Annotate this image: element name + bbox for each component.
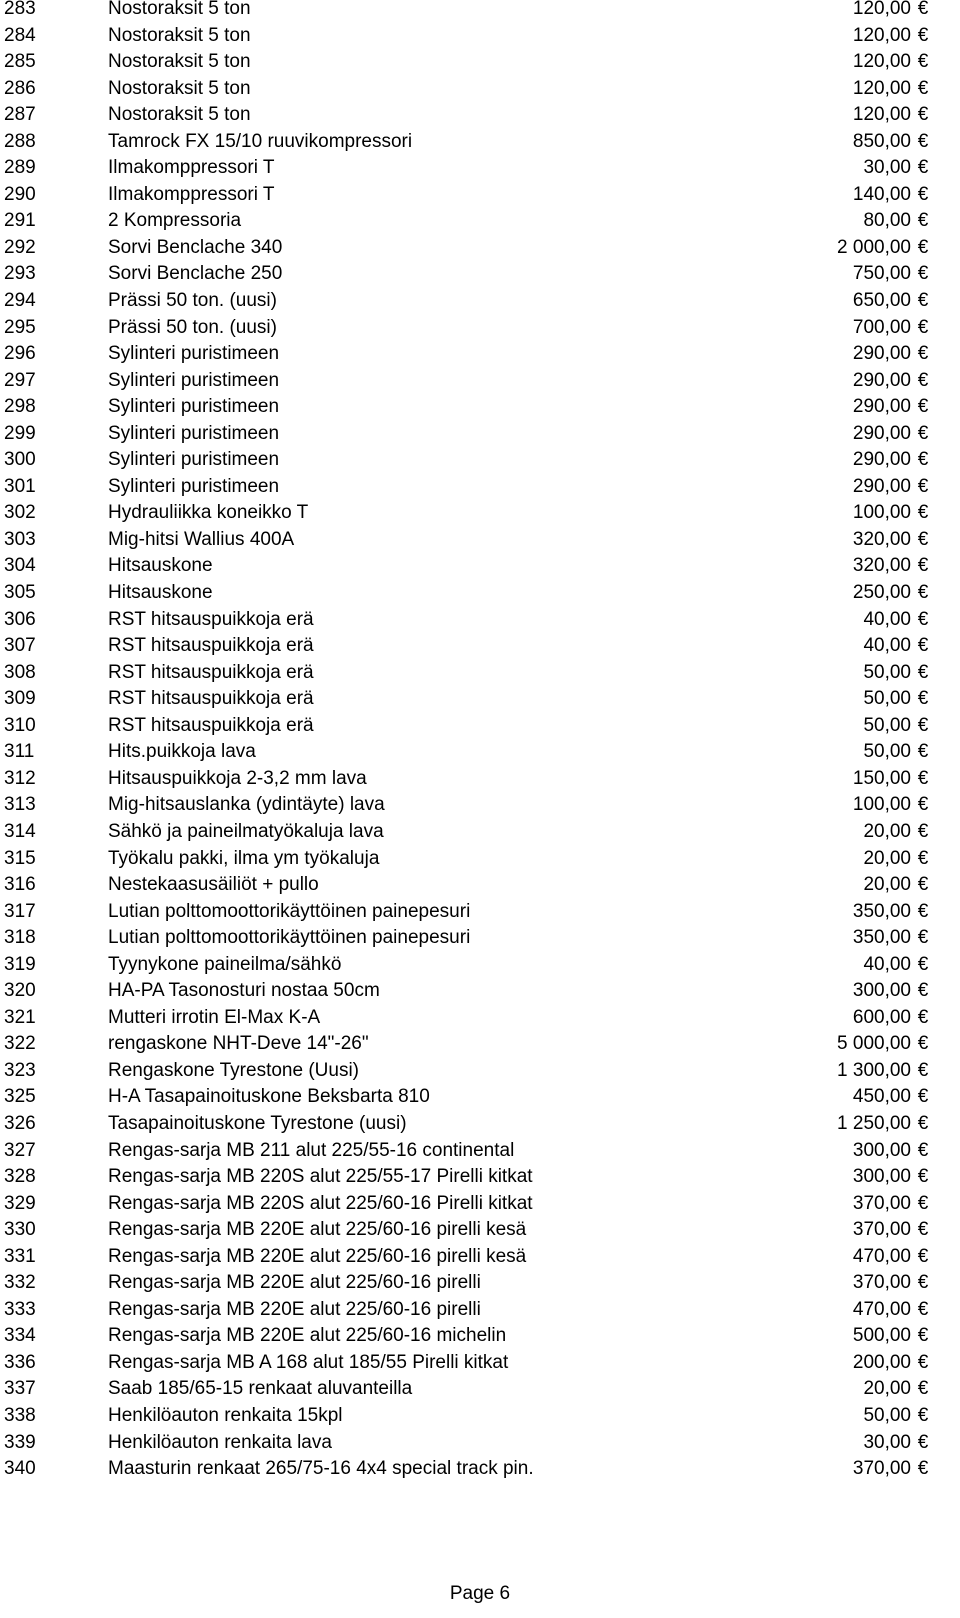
item-number: 334 xyxy=(4,1325,36,1347)
item-price: 50,00 xyxy=(863,1404,911,1426)
item-number: 327 xyxy=(4,1139,36,1161)
list-item xyxy=(0,925,960,952)
currency-symbol: € xyxy=(917,688,929,710)
currency-symbol: € xyxy=(917,608,929,630)
currency-symbol: € xyxy=(917,741,929,763)
list-item xyxy=(0,1138,960,1165)
item-description: Tyynykone paineilma/sähkö xyxy=(108,953,342,975)
item-description: Mutteri irrotin El-Max K-A xyxy=(108,1006,321,1028)
item-price: 290,00 xyxy=(852,396,911,418)
item-description: Työkalu pakki, ilma ym työkaluja xyxy=(108,847,380,869)
item-price: 290,00 xyxy=(852,369,911,391)
currency-symbol: € xyxy=(917,104,929,126)
list-item xyxy=(0,500,960,527)
currency-symbol: € xyxy=(917,820,929,842)
currency-symbol: € xyxy=(917,1404,929,1426)
item-number: 339 xyxy=(4,1431,36,1453)
currency-symbol: € xyxy=(917,449,929,471)
list-item xyxy=(0,553,960,580)
item-description: Sähkö ja paineilmatyökaluja lava xyxy=(108,820,384,842)
item-description: Rengas-sarja MB 220S alut 225/60-16 Pirelli kitkat xyxy=(108,1192,533,1214)
item-number: 311 xyxy=(4,741,35,763)
item-price: 700,00 xyxy=(852,316,911,338)
item-description: Rengas-sarja MB A 168 alut 185/55 Pirelli kitkat xyxy=(108,1351,509,1373)
item-description: Nostoraksit 5 ton xyxy=(108,51,251,73)
page-number: Page 6 xyxy=(449,1583,511,1604)
list-item xyxy=(0,607,960,634)
list-item xyxy=(0,129,960,156)
item-number: 298 xyxy=(4,396,36,418)
item-price: 50,00 xyxy=(863,688,911,710)
currency-symbol: € xyxy=(917,1033,929,1055)
item-description: Henkilöauton renkaita lava xyxy=(108,1431,332,1453)
currency-symbol: € xyxy=(917,157,929,179)
item-number: 301 xyxy=(4,475,36,497)
item-number: 297 xyxy=(4,369,36,391)
item-description: Sylinteri puristimeen xyxy=(108,449,280,471)
list-item xyxy=(0,766,960,793)
item-description: RST hitsauspuikkoja erä xyxy=(108,635,314,657)
list-item xyxy=(0,1191,960,1218)
item-number: 336 xyxy=(4,1351,36,1373)
item-number: 299 xyxy=(4,422,36,444)
currency-symbol: € xyxy=(917,1112,929,1134)
item-description: Ilmakomppressori T xyxy=(108,183,275,205)
item-number: 287 xyxy=(4,104,36,126)
item-description: RST hitsauspuikkoja erä xyxy=(108,714,314,736)
list-item xyxy=(0,527,960,554)
item-description: Saab 185/65-15 renkaat aluvanteilla xyxy=(108,1378,413,1400)
item-price: 40,00 xyxy=(863,635,911,657)
currency-symbol: € xyxy=(917,847,929,869)
item-price: 290,00 xyxy=(852,475,911,497)
item-number: 329 xyxy=(4,1192,36,1214)
item-number: 284 xyxy=(4,24,36,46)
list-item xyxy=(0,49,960,76)
currency-symbol: € xyxy=(917,953,929,975)
list-item xyxy=(0,23,960,50)
item-description: Rengas-sarja MB 220E alut 225/60-16 pirelli xyxy=(108,1298,481,1320)
item-number: 312 xyxy=(4,767,36,789)
item-description: Hits.puikkoja lava xyxy=(108,741,256,763)
currency-symbol: € xyxy=(917,528,929,550)
list-item xyxy=(0,739,960,766)
item-price: 290,00 xyxy=(852,343,911,365)
currency-symbol: € xyxy=(917,475,929,497)
currency-symbol: € xyxy=(917,980,929,1002)
item-price: 500,00 xyxy=(852,1325,911,1347)
currency-symbol: € xyxy=(917,1245,929,1267)
item-description: 2 Kompressoria xyxy=(108,210,242,232)
currency-symbol: € xyxy=(917,1192,929,1214)
item-number: 330 xyxy=(4,1219,36,1241)
item-price: 470,00 xyxy=(852,1245,911,1267)
item-description: Nestekaasusäiliöt + pullo xyxy=(108,874,319,896)
item-description: Sorvi Benclache 340 xyxy=(108,236,283,258)
list-item xyxy=(0,1164,960,1191)
item-description: Rengas-sarja MB 220S alut 225/55-17 Pirelli kitkat xyxy=(108,1166,533,1188)
item-price: 370,00 xyxy=(852,1272,911,1294)
currency-symbol: € xyxy=(917,422,929,444)
item-price: 290,00 xyxy=(852,449,911,471)
currency-symbol: € xyxy=(917,1166,929,1188)
item-price: 290,00 xyxy=(852,422,911,444)
item-number: 307 xyxy=(4,635,36,657)
item-price: 20,00 xyxy=(863,1378,911,1400)
list-item xyxy=(0,792,960,819)
item-number: 331 xyxy=(4,1245,36,1267)
currency-symbol: € xyxy=(917,1325,929,1347)
list-item xyxy=(0,76,960,103)
list-item xyxy=(0,633,960,660)
currency-symbol: € xyxy=(917,900,929,922)
list-item xyxy=(0,155,960,182)
item-description: RST hitsauspuikkoja erä xyxy=(108,688,314,710)
item-price: 30,00 xyxy=(863,1431,911,1453)
item-price: 300,00 xyxy=(852,980,911,1002)
list-item xyxy=(0,1270,960,1297)
item-number: 333 xyxy=(4,1298,36,1320)
item-price: 80,00 xyxy=(863,210,911,232)
item-description: Sylinteri puristimeen xyxy=(108,396,280,418)
item-price: 850,00 xyxy=(852,130,911,152)
currency-symbol: € xyxy=(917,1272,929,1294)
item-price: 50,00 xyxy=(863,661,911,683)
item-description: Sorvi Benclache 250 xyxy=(108,263,283,285)
item-description: Sylinteri puristimeen xyxy=(108,475,280,497)
item-price: 470,00 xyxy=(852,1298,911,1320)
list-item xyxy=(0,846,960,873)
item-price: 250,00 xyxy=(852,582,911,604)
currency-symbol: € xyxy=(917,316,929,338)
item-number: 293 xyxy=(4,263,36,285)
item-number: 290 xyxy=(4,183,36,205)
item-price: 20,00 xyxy=(863,874,911,896)
currency-symbol: € xyxy=(917,369,929,391)
item-number: 295 xyxy=(4,316,36,338)
item-number: 332 xyxy=(4,1272,36,1294)
list-item xyxy=(0,1297,960,1324)
currency-symbol: € xyxy=(917,51,929,73)
currency-symbol: € xyxy=(917,927,929,949)
item-description: RST hitsauspuikkoja erä xyxy=(108,661,314,683)
list-item xyxy=(0,872,960,899)
item-number: 300 xyxy=(4,449,36,471)
item-description: Hitsauspuikkoja 2-3,2 mm lava xyxy=(108,767,367,789)
currency-symbol: € xyxy=(917,77,929,99)
item-description: Sylinteri puristimeen xyxy=(108,369,280,391)
list-item xyxy=(0,686,960,713)
currency-symbol: € xyxy=(917,236,929,258)
item-description: Sylinteri puristimeen xyxy=(108,422,280,444)
currency-symbol: € xyxy=(917,396,929,418)
item-description: Nostoraksit 5 ton xyxy=(108,77,251,99)
item-number: 319 xyxy=(4,953,36,975)
currency-symbol: € xyxy=(917,343,929,365)
list-item xyxy=(0,447,960,474)
item-number: 328 xyxy=(4,1166,36,1188)
item-number: 302 xyxy=(4,502,36,524)
item-number: 305 xyxy=(4,582,36,604)
item-price: 100,00 xyxy=(852,794,911,816)
item-price: 650,00 xyxy=(852,290,911,312)
item-price: 1 250,00 xyxy=(837,1112,911,1134)
item-number: 288 xyxy=(4,130,36,152)
list-item xyxy=(0,0,960,23)
item-number: 289 xyxy=(4,157,36,179)
item-number: 306 xyxy=(4,608,36,630)
currency-symbol: € xyxy=(917,0,929,19)
list-item xyxy=(0,1323,960,1350)
item-price: 370,00 xyxy=(852,1458,911,1480)
item-price: 100,00 xyxy=(852,502,911,524)
item-description: Ilmakomppressori T xyxy=(108,157,275,179)
item-number: 317 xyxy=(4,900,36,922)
item-price: 50,00 xyxy=(863,741,911,763)
currency-symbol: € xyxy=(917,24,929,46)
currency-symbol: € xyxy=(917,130,929,152)
item-price: 370,00 xyxy=(852,1219,911,1241)
list-item xyxy=(0,208,960,235)
currency-symbol: € xyxy=(917,1086,929,1108)
list-item xyxy=(0,288,960,315)
item-price: 200,00 xyxy=(852,1351,911,1373)
item-price: 120,00 xyxy=(852,77,911,99)
item-price: 120,00 xyxy=(852,24,911,46)
list-item xyxy=(0,474,960,501)
item-description: Lutian polttomoottorikäyttöinen painepesuri xyxy=(108,927,471,949)
currency-symbol: € xyxy=(917,263,929,285)
currency-symbol: € xyxy=(917,1219,929,1241)
item-description: RST hitsauspuikkoja erä xyxy=(108,608,314,630)
item-description: Lutian polttomoottorikäyttöinen painepesuri xyxy=(108,900,471,922)
list-item xyxy=(0,660,960,687)
currency-symbol: € xyxy=(917,1351,929,1373)
item-description: Rengaskone Tyrestone (Uusi) xyxy=(108,1059,359,1081)
list-item xyxy=(0,819,960,846)
item-price: 40,00 xyxy=(863,608,911,630)
list-item xyxy=(0,1430,960,1457)
item-number: 285 xyxy=(4,51,36,73)
list-item xyxy=(0,1403,960,1430)
item-number: 291 xyxy=(4,210,36,232)
item-description: Rengas-sarja MB 220E alut 225/60-16 michelin xyxy=(108,1325,507,1347)
list-item xyxy=(0,1456,960,1483)
item-description: Henkilöauton renkaita 15kpl xyxy=(108,1404,343,1426)
item-description: Rengas-sarja MB 220E alut 225/60-16 pirelli xyxy=(108,1272,481,1294)
currency-symbol: € xyxy=(917,794,929,816)
item-number: 323 xyxy=(4,1059,36,1081)
list-item xyxy=(0,899,960,926)
currency-symbol: € xyxy=(917,1059,929,1081)
list-item xyxy=(0,1005,960,1032)
item-price: 300,00 xyxy=(852,1166,911,1188)
item-number: 313 xyxy=(4,794,36,816)
item-number: 326 xyxy=(4,1112,36,1134)
list-item xyxy=(0,1058,960,1085)
item-price: 120,00 xyxy=(852,0,911,19)
item-number: 318 xyxy=(4,927,36,949)
item-description: Hitsauskone xyxy=(108,555,213,577)
list-item xyxy=(0,341,960,368)
currency-symbol: € xyxy=(917,183,929,205)
currency-symbol: € xyxy=(917,635,929,657)
item-number: 321 xyxy=(4,1006,36,1028)
item-description: Maasturin renkaat 265/75-16 4x4 special track pin. xyxy=(108,1458,534,1480)
currency-symbol: € xyxy=(917,1378,929,1400)
list-item xyxy=(0,1084,960,1111)
item-description: Mig-hitsauslanka (ydintäyte) lava xyxy=(108,794,385,816)
item-description: Tasapainoituskone Tyrestone (uusi) xyxy=(108,1112,407,1134)
currency-symbol: € xyxy=(917,1431,929,1453)
item-price: 5 000,00 xyxy=(837,1033,911,1055)
list-item xyxy=(0,952,960,979)
item-number: 294 xyxy=(4,290,36,312)
item-number: 338 xyxy=(4,1404,36,1426)
item-number: 286 xyxy=(4,77,36,99)
item-number: 292 xyxy=(4,236,36,258)
list-item xyxy=(0,368,960,395)
item-price: 1 300,00 xyxy=(837,1059,911,1081)
item-price: 50,00 xyxy=(863,714,911,736)
item-description: rengaskone NHT-Deve 14"-26" xyxy=(108,1033,369,1055)
list-item xyxy=(0,1376,960,1403)
item-price: 150,00 xyxy=(852,767,911,789)
currency-symbol: € xyxy=(917,874,929,896)
list-item xyxy=(0,580,960,607)
list-item xyxy=(0,261,960,288)
item-price: 350,00 xyxy=(852,900,911,922)
item-description: Hydrauliikka koneikko T xyxy=(108,502,309,524)
item-price: 300,00 xyxy=(852,1139,911,1161)
item-number: 337 xyxy=(4,1378,36,1400)
item-number: 320 xyxy=(4,980,36,1002)
item-price: 2 000,00 xyxy=(837,236,911,258)
list-item xyxy=(0,1031,960,1058)
item-price: 40,00 xyxy=(863,953,911,975)
item-description: Nostoraksit 5 ton xyxy=(108,0,251,19)
list-item xyxy=(0,978,960,1005)
currency-symbol: € xyxy=(917,555,929,577)
currency-symbol: € xyxy=(917,210,929,232)
item-description: Nostoraksit 5 ton xyxy=(108,24,251,46)
item-price: 370,00 xyxy=(852,1192,911,1214)
item-number: 309 xyxy=(4,688,36,710)
item-description: Nostoraksit 5 ton xyxy=(108,104,251,126)
list-item xyxy=(0,421,960,448)
item-number: 283 xyxy=(4,0,36,19)
item-description: Rengas-sarja MB 220E alut 225/60-16 pirelli kesä xyxy=(108,1219,527,1241)
item-price: 320,00 xyxy=(852,555,911,577)
currency-symbol: € xyxy=(917,1006,929,1028)
item-number: 340 xyxy=(4,1458,36,1480)
item-description: H-A Tasapainoituskone Beksbarta 810 xyxy=(108,1086,430,1108)
item-number: 325 xyxy=(4,1086,36,1108)
list-item xyxy=(0,102,960,129)
list-item xyxy=(0,1244,960,1271)
item-price: 750,00 xyxy=(852,263,911,285)
item-number: 303 xyxy=(4,528,36,550)
item-description: Prässi 50 ton. (uusi) xyxy=(108,290,277,312)
list-item xyxy=(0,394,960,421)
item-description: Mig-hitsi Wallius 400A xyxy=(108,528,295,550)
item-description: Rengas-sarja MB 220E alut 225/60-16 pirelli kesä xyxy=(108,1245,527,1267)
item-description: Prässi 50 ton. (uusi) xyxy=(108,316,277,338)
list-item xyxy=(0,1111,960,1138)
item-number: 304 xyxy=(4,555,36,577)
currency-symbol: € xyxy=(917,502,929,524)
item-price: 20,00 xyxy=(863,820,911,842)
currency-symbol: € xyxy=(917,1298,929,1320)
list-item xyxy=(0,235,960,262)
item-description: Sylinteri puristimeen xyxy=(108,343,280,365)
item-price: 20,00 xyxy=(863,847,911,869)
currency-symbol: € xyxy=(917,1139,929,1161)
currency-symbol: € xyxy=(917,767,929,789)
item-number: 322 xyxy=(4,1033,36,1055)
list-item xyxy=(0,713,960,740)
item-number: 314 xyxy=(4,820,36,842)
currency-symbol: € xyxy=(917,714,929,736)
item-number: 308 xyxy=(4,661,36,683)
currency-symbol: € xyxy=(917,1458,929,1480)
list-item xyxy=(0,182,960,209)
item-price: 350,00 xyxy=(852,927,911,949)
item-description: HA-PA Tasonosturi nostaa 50cm xyxy=(108,980,380,1002)
item-description: Tamrock FX 15/10 ruuvikompressori xyxy=(108,130,413,152)
item-price: 120,00 xyxy=(852,51,911,73)
list-item xyxy=(0,1350,960,1377)
item-number: 296 xyxy=(4,343,36,365)
list-item xyxy=(0,1217,960,1244)
item-price: 320,00 xyxy=(852,528,911,550)
item-price: 450,00 xyxy=(852,1086,911,1108)
list-item xyxy=(0,315,960,342)
currency-symbol: € xyxy=(917,582,929,604)
item-price: 140,00 xyxy=(852,183,911,205)
currency-symbol: € xyxy=(917,290,929,312)
item-number: 316 xyxy=(4,874,36,896)
item-description: Rengas-sarja MB 211 alut 225/55-16 continental xyxy=(108,1139,515,1161)
item-price: 120,00 xyxy=(852,104,911,126)
item-price: 30,00 xyxy=(863,157,911,179)
item-number: 310 xyxy=(4,714,36,736)
item-number: 315 xyxy=(4,847,36,869)
item-price: 600,00 xyxy=(852,1006,911,1028)
currency-symbol: € xyxy=(917,661,929,683)
item-description: Hitsauskone xyxy=(108,582,213,604)
